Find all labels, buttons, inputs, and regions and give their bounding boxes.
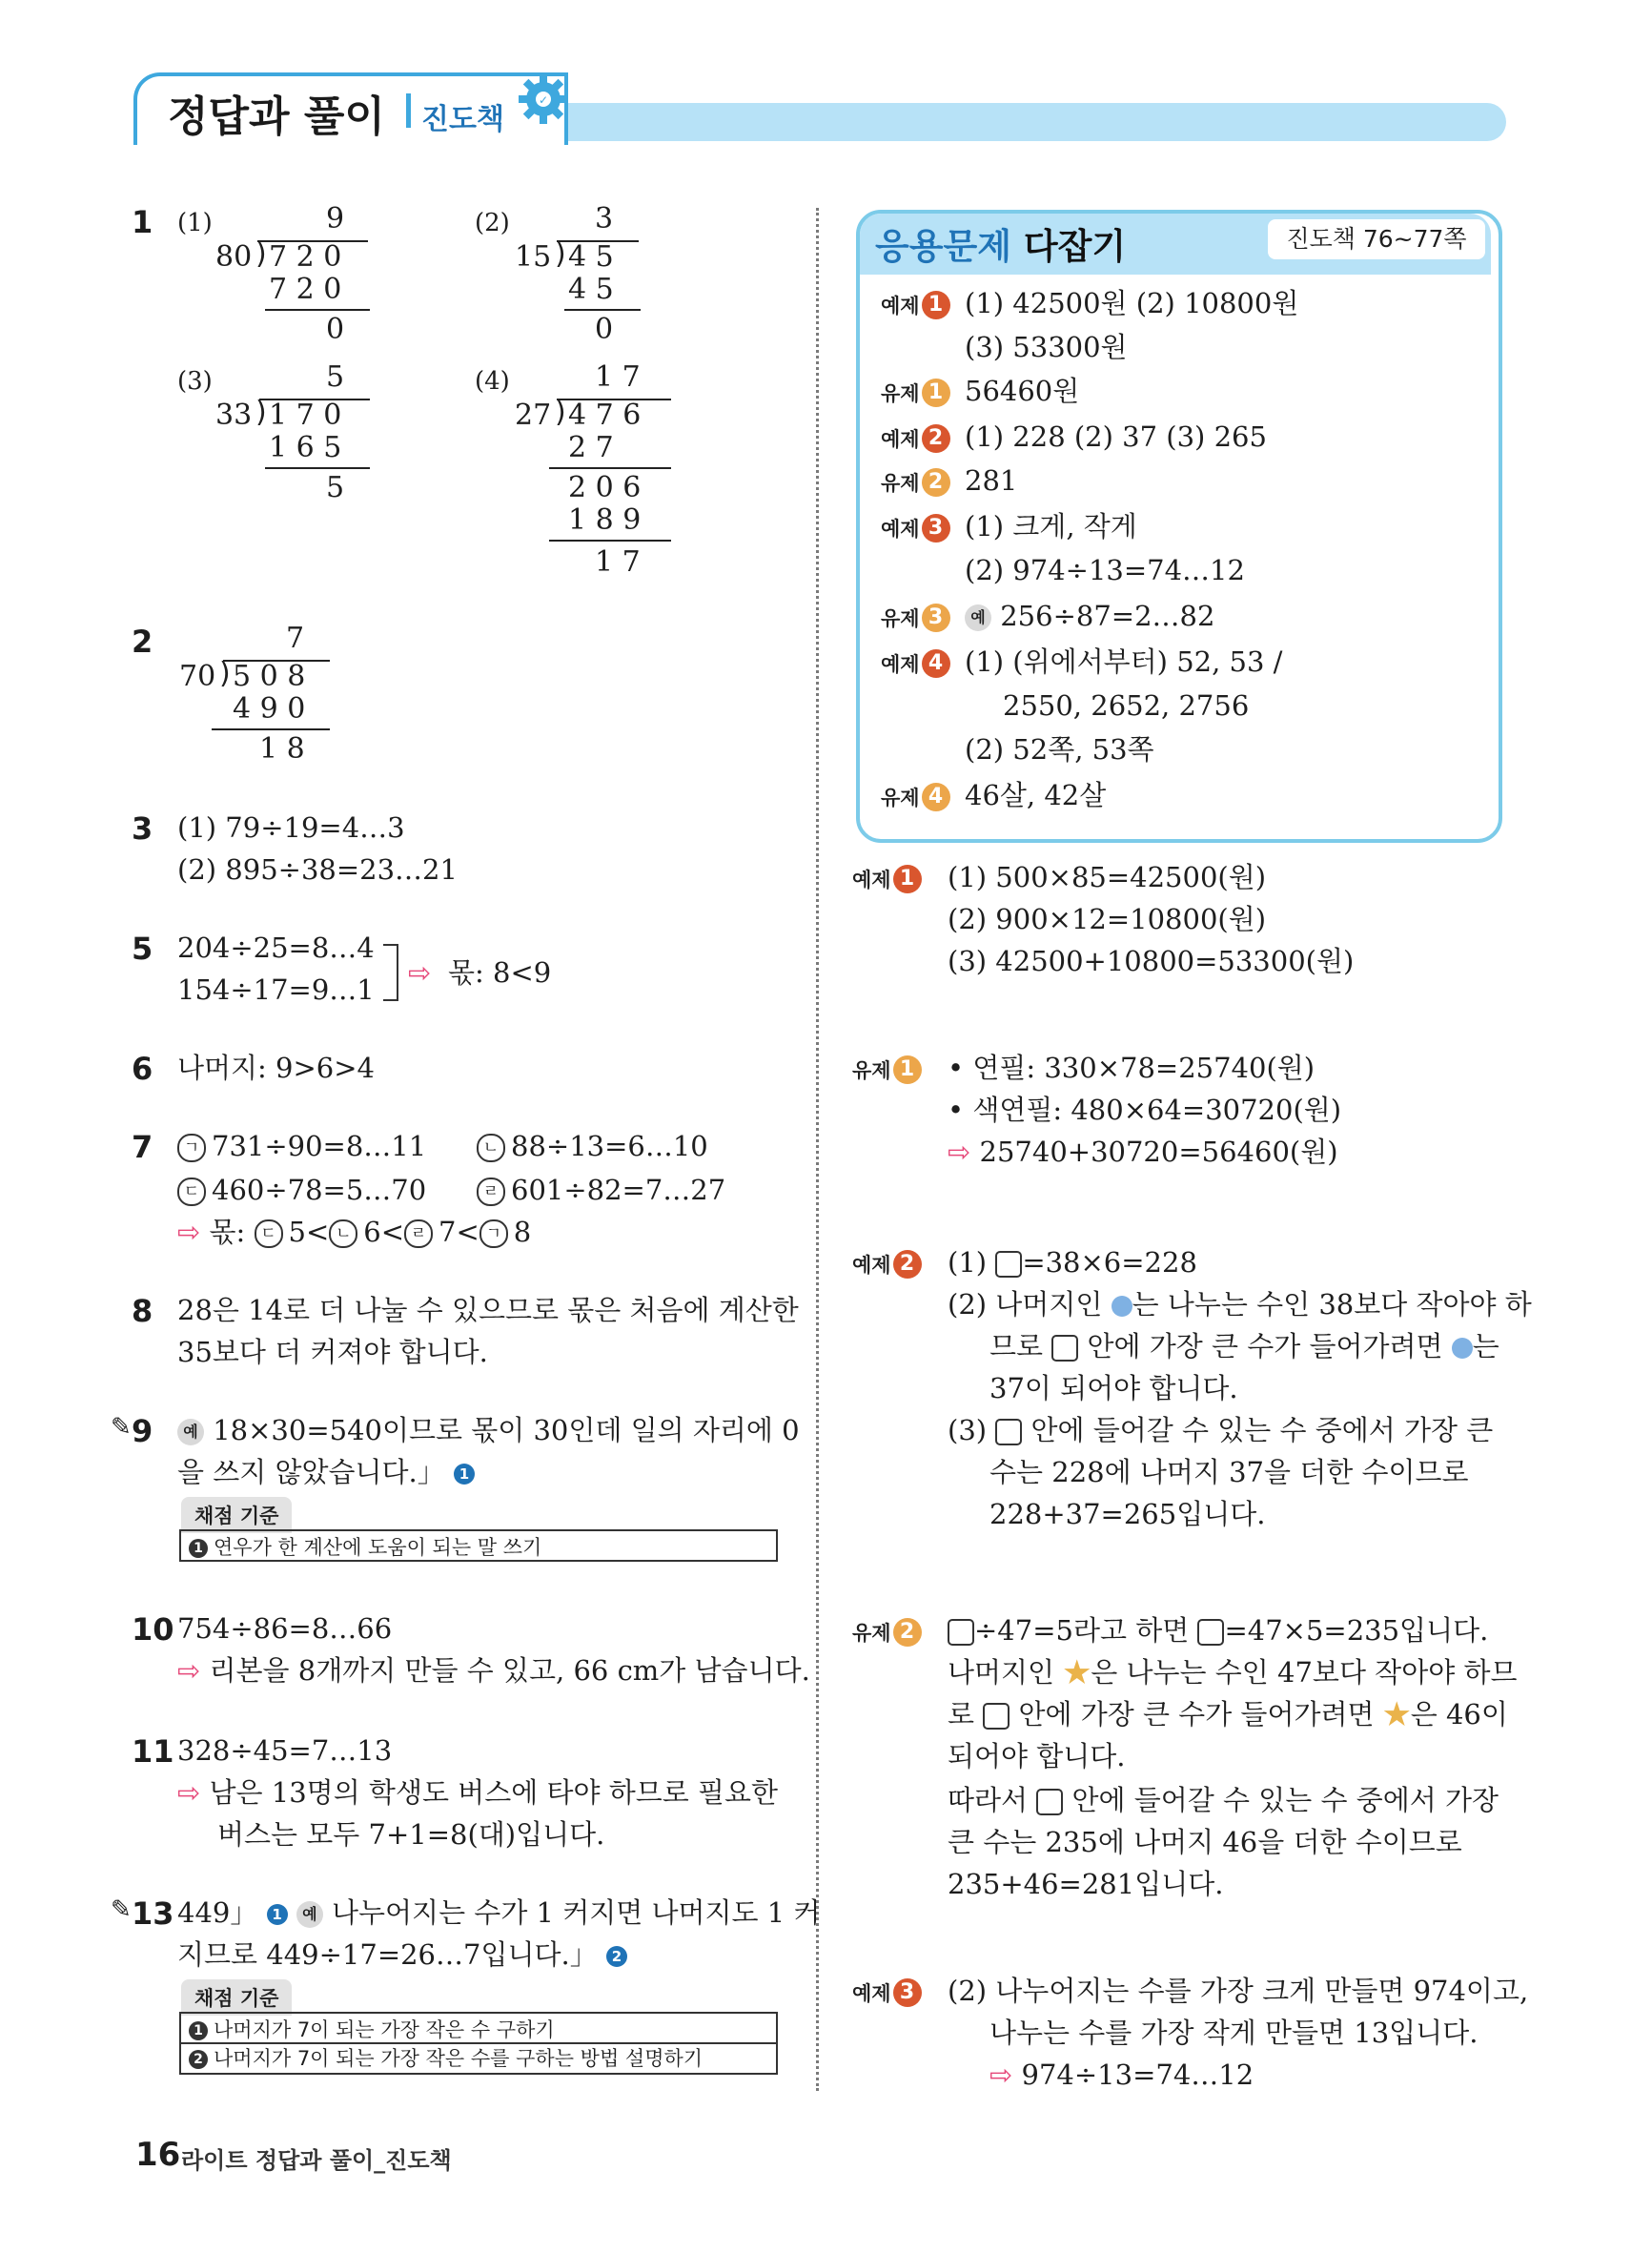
solution-text: 안에 들어갈 수 있는 수 중에서 가장 큰	[1030, 1414, 1494, 1446]
scoring-criterion	[179, 1529, 778, 1562]
circled-label: ㄱ	[177, 1134, 206, 1162]
blank-box-icon	[1036, 1789, 1063, 1815]
result-part: 6<	[363, 1216, 405, 1248]
solution-line: 나누는 수를 가장 작게 만들면 13입니다.	[989, 2017, 1479, 2049]
equation: 88÷13=6…10	[511, 1130, 708, 1162]
divisor: 33	[215, 399, 253, 432]
blank-box-icon	[1197, 1619, 1224, 1646]
divisor: 80	[215, 240, 253, 274]
bracket: )	[555, 396, 566, 429]
solution-label	[852, 1609, 922, 1654]
answer-line: 버스는 모두 7+1=8(대)입니다.	[217, 1818, 605, 1851]
answer-line	[177, 1649, 810, 1691]
summary-row	[881, 595, 950, 640]
problem-number: 11	[132, 1733, 174, 1770]
mark-badge: 1	[454, 1464, 475, 1485]
long-division-1-2	[515, 202, 667, 355]
solution-line: (2) 900×12=10800(원)	[948, 903, 1267, 935]
sub-label: (2)	[475, 209, 510, 237]
solution-text: (2) 나머지인	[948, 1288, 1103, 1321]
equation: 460÷78=5…70	[212, 1174, 427, 1206]
subtrahend: 4 5	[568, 273, 614, 306]
row-number: 4	[922, 649, 950, 678]
criterion-number: 2	[189, 2050, 208, 2069]
criterion-text: 나머지가 7이 되는 가장 작은 수를 구하는 방법 설명하기	[214, 2047, 704, 2070]
row-label: 유제	[852, 1059, 891, 1082]
partial: 2 0 6	[568, 471, 642, 504]
answer-text: 을 쓰지 않았습니다.」	[177, 1456, 445, 1488]
division-line	[265, 467, 370, 469]
solution-line: (1) 500×85=42500(원)	[948, 861, 1267, 893]
division-line	[549, 540, 671, 542]
problem-number: 13	[132, 1895, 174, 1932]
solution-line	[948, 1609, 1488, 1651]
solution-line: 228+37=265입니다.	[989, 1498, 1266, 1530]
svg-text:✓: ✓	[538, 93, 549, 107]
solution-text: 25740+30720=56460(원)	[979, 1136, 1338, 1168]
row-number: 1	[922, 291, 950, 319]
criterion-text: 나머지가 7이 되는 가장 작은 수 구하기	[214, 2018, 555, 2041]
summary-answer: 56460원	[965, 375, 1080, 407]
dividend: 4 7 6	[568, 399, 642, 432]
circle-symbol-icon	[1112, 1296, 1132, 1317]
summary-box-title	[875, 217, 1126, 269]
row-label: 유제	[881, 787, 920, 809]
row-number: 2	[893, 1618, 922, 1647]
division-line	[564, 309, 641, 311]
sub-label: (4)	[475, 367, 510, 396]
circled-label: ㄴ	[329, 1219, 357, 1248]
long-division-1-4	[515, 360, 686, 589]
answer-line	[177, 1169, 426, 1211]
arrow-icon: ⇨	[989, 2058, 1013, 2091]
answer-line: (2) 895÷38=23…21	[177, 853, 458, 886]
row-label: 유제	[881, 472, 920, 495]
solution-line	[989, 2054, 1254, 2096]
result-label: 몫:	[209, 1216, 246, 1248]
star-icon: ★	[1063, 1656, 1091, 1689]
title-part: 다잡기	[1023, 226, 1127, 267]
row-number: 1	[922, 379, 950, 407]
arrow-icon: ⇨	[177, 1654, 201, 1687]
solution-text: (3)	[948, 1414, 988, 1446]
dividend: 4 5	[568, 240, 614, 274]
circled-label: ㄷ	[177, 1178, 206, 1206]
remainder: 1 7	[595, 545, 641, 579]
summary-answer: 281	[965, 464, 1018, 497]
page-reference: 진도책 76~77쪽	[1268, 219, 1485, 259]
example-badge: 예	[177, 1419, 204, 1445]
solution-text: ÷47=5라고 하면	[974, 1614, 1190, 1647]
solution-line	[948, 1283, 1532, 1325]
answer-line: (1) 79÷19=4…3	[177, 811, 405, 844]
subtrahend: 2 7	[568, 431, 614, 464]
answer-text: 지므로 449÷17=26…7입니다.」	[177, 1938, 598, 1971]
row-number: 2	[922, 424, 950, 453]
solution-text: 은 나누는 수인 47보다 작아야 하므	[1091, 1656, 1518, 1689]
bracket: )	[255, 396, 267, 429]
remainder: 0	[326, 313, 345, 346]
result-part: 5<	[288, 1216, 330, 1248]
criterion-text: 연우가 한 계산에 도움이 되는 말 쓰기	[214, 1536, 542, 1559]
divisor: 70	[179, 660, 216, 693]
title-part: 응용문제	[875, 226, 1011, 267]
solution-text: 따라서	[948, 1784, 1029, 1816]
row-label: 유제	[881, 382, 920, 405]
solution-label	[852, 1970, 922, 2015]
summary-row	[881, 460, 950, 504]
row-number: 3	[922, 514, 950, 543]
division-line	[212, 728, 330, 730]
circle-symbol-icon	[1452, 1338, 1473, 1359]
answer-result: 몫: 8<9	[448, 956, 552, 989]
sub-label: (3)	[177, 367, 213, 396]
divisor: 27	[515, 399, 552, 432]
problem-number: 9	[132, 1413, 153, 1449]
column-divider	[816, 208, 819, 2091]
answer-line	[177, 1934, 627, 1976]
answer-line	[477, 1169, 725, 1211]
bracket: )	[255, 237, 267, 271]
row-label: 예제	[881, 518, 920, 541]
footer-text: 라이트 정답과 풀이_진도책	[181, 2147, 452, 2174]
solution-line: • 색연필: 480×64=30720(원)	[948, 1094, 1342, 1126]
page-title: 정답과 풀이	[168, 92, 385, 141]
solution-text: 974÷13=74…12	[1021, 2058, 1254, 2091]
solution-text: 므로	[989, 1330, 1044, 1362]
scoring-label: 채점 기준	[181, 1979, 292, 2016]
answer-line: 754÷86=8…66	[177, 1612, 393, 1645]
criterion-number: 1	[189, 2021, 208, 2040]
mark-badge: 1	[267, 1904, 288, 1925]
remainder: 5	[326, 471, 345, 504]
blank-box-icon	[995, 1419, 1022, 1445]
solution-text: =47×5=235입니다.	[1224, 1614, 1489, 1647]
result-part: 8	[513, 1216, 532, 1248]
solution-text: 는	[1472, 1330, 1499, 1362]
quotient: 3	[595, 202, 614, 236]
row-label: 예제	[881, 428, 920, 451]
quotient: 7	[286, 622, 305, 655]
answer-line	[177, 1409, 800, 1451]
blank-box-icon	[995, 1251, 1022, 1278]
scoring-criterion	[179, 2042, 778, 2075]
solution-text: 로	[948, 1698, 975, 1731]
solution-text: (1)	[948, 1246, 988, 1279]
solution-line: (2) 나누어지는 수를 가장 크게 만들면 974이고,	[948, 1975, 1529, 2007]
example-badge: 예	[965, 604, 991, 631]
gear-icon	[517, 72, 570, 126]
answer-line	[177, 1892, 820, 1934]
summary-row	[881, 416, 950, 461]
division-line	[265, 309, 370, 311]
result-part: 7<	[438, 1216, 479, 1248]
equation: 731÷90=8…11	[212, 1130, 427, 1162]
row-number: 4	[922, 783, 950, 811]
solution-label	[852, 1241, 922, 1286]
solution-line	[948, 1779, 1499, 1821]
long-division-1-3	[215, 360, 368, 513]
subtrahend: 7 2 0	[269, 273, 342, 306]
arrow-icon: ⇨	[408, 956, 432, 989]
solution-text: 은 46이	[1410, 1698, 1508, 1731]
row-number: 2	[893, 1250, 922, 1279]
problem-number: 10	[132, 1611, 174, 1648]
row-number: 1	[893, 1055, 922, 1084]
row-label: 예제	[852, 1254, 891, 1277]
answer-text: 나누어지는 수가 1 커지면 나머지도 1 커	[332, 1896, 821, 1929]
row-label: 예제	[852, 1982, 891, 2005]
answer-line	[177, 1451, 475, 1493]
mark-badge: 2	[606, 1946, 627, 1967]
solution-line	[948, 1131, 1338, 1173]
solution-line: 235+46=281입니다.	[948, 1868, 1224, 1900]
page-number: 16	[135, 2136, 181, 2174]
row-label: 예제	[881, 295, 920, 317]
answer-line	[477, 1125, 708, 1167]
summary-answer: (2) 52쪽, 53쪽	[965, 733, 1154, 766]
answer-text: 남은 13명의 학생도 버스에 타야 하므로 필요한	[209, 1776, 778, 1809]
answer-text: 256÷87=2…82	[1000, 600, 1215, 632]
star-icon: ★	[1382, 1698, 1411, 1731]
summary-answer: (3) 53300원	[965, 331, 1128, 363]
title-separator	[406, 93, 411, 128]
blank-box-icon	[948, 1619, 974, 1646]
answer-line: 35보다 더 커져야 합니다.	[177, 1336, 488, 1368]
quotient: 5	[326, 360, 345, 394]
solution-line	[989, 1325, 1499, 1367]
arrow-icon: ⇨	[177, 1216, 201, 1248]
summary-answer: (1) 228 (2) 37 (3) 265	[965, 420, 1267, 453]
answer-text: 리본을 8개까지 만들 수 있고, 66 cm가 남습니다.	[209, 1654, 810, 1687]
divisor: 15	[515, 240, 552, 274]
scoring-criterion	[179, 2012, 778, 2044]
page-subtitle: 진도책	[421, 103, 504, 136]
pencil-icon: ✎	[111, 1895, 132, 1924]
solution-line	[948, 1651, 1517, 1693]
subtrahend: 4 9 0	[233, 692, 306, 726]
row-number: 3	[893, 1978, 922, 2007]
solution-text: =38×6=228	[1022, 1246, 1197, 1279]
summary-row	[881, 505, 950, 550]
problem-number: 8	[132, 1293, 153, 1329]
answer-text: 18×30=540이므로 몫이 30인데 일의 자리에 0	[213, 1414, 800, 1446]
solution-label	[852, 856, 922, 901]
summary-answer: (1) 42500원 (2) 10800원	[965, 287, 1299, 319]
summary-answer	[965, 595, 1214, 637]
solution-text: 안에 들어갈 수 있는 수 중에서 가장	[1071, 1784, 1499, 1816]
summary-row	[881, 774, 950, 819]
long-division-1-1	[210, 202, 362, 355]
solution-text: 나머지인	[948, 1656, 1055, 1689]
problem-number: 3	[132, 810, 153, 847]
dividend: 1 7 0	[269, 399, 342, 432]
row-label: 유제	[881, 607, 920, 630]
dividend: 5 0 8	[233, 660, 306, 693]
arrow-icon: ⇨	[948, 1136, 971, 1168]
summary-row	[881, 370, 950, 415]
remainder: 0	[595, 313, 614, 346]
sub-label: (1)	[177, 209, 213, 237]
solution-text: 안에 가장 큰 수가 들어가려면	[1018, 1698, 1375, 1731]
bracket	[383, 944, 398, 1001]
solution-line: (3) 42500+10800=53300(원)	[948, 945, 1355, 977]
solution-line: 37이 되어야 합니다.	[989, 1372, 1238, 1404]
circled-label: ㄴ	[477, 1134, 505, 1162]
dividend: 7 2 0	[269, 240, 342, 274]
summary-answer: (2) 974÷13=74…12	[965, 554, 1245, 586]
long-division-2	[179, 622, 341, 774]
problem-number: 6	[132, 1051, 153, 1087]
summary-answer: 2550, 2652, 2756	[1003, 689, 1250, 722]
solution-line: 수는 228에 나머지 37을 더한 수이므로	[989, 1456, 1469, 1488]
answer-line: 204÷25=8…4	[177, 932, 375, 964]
solution-line	[948, 1241, 1197, 1283]
scoring-label: 채점 기준	[181, 1497, 292, 1533]
bracket: )	[219, 657, 231, 690]
circled-label: ㄹ	[404, 1219, 433, 1248]
row-label: 예제	[881, 653, 920, 676]
solution-line	[948, 1409, 1493, 1451]
solution-label	[852, 1047, 922, 1092]
circled-label: ㄹ	[477, 1178, 505, 1206]
solution-text: 는 나누는 수인 38보다 작아야 하	[1132, 1288, 1532, 1321]
criterion-number: 1	[189, 1539, 208, 1558]
circled-label: ㄷ	[255, 1219, 283, 1248]
answer-line: 154÷17=9…1	[177, 973, 375, 1006]
row-number: 2	[922, 468, 950, 497]
row-label: 예제	[852, 869, 891, 891]
problem-number: 5	[132, 931, 153, 967]
blank-box-icon	[1051, 1335, 1078, 1362]
summary-row	[881, 641, 950, 686]
summary-answer: (1) (위에서부터) 52, 53 /	[965, 645, 1283, 678]
subtrahend: 1 8 9	[568, 503, 642, 537]
example-badge: 예	[296, 1901, 323, 1928]
solution-text: 안에 가장 큰 수가 들어가려면	[1087, 1330, 1443, 1362]
solution-line: 큰 수는 235에 나머지 46을 더한 수이므로	[948, 1826, 1462, 1858]
equation: 601÷82=7…27	[511, 1174, 726, 1206]
row-number: 1	[893, 865, 922, 893]
answer-line: 328÷45=7…13	[177, 1734, 393, 1767]
remainder: 1 8	[259, 732, 305, 766]
answer-line: 나머지: 9>6>4	[177, 1052, 375, 1084]
blank-box-icon	[983, 1703, 1010, 1730]
row-label: 유제	[852, 1622, 891, 1645]
problem-number: 2	[132, 624, 153, 660]
bracket: )	[555, 237, 566, 271]
answer-line	[177, 1772, 778, 1813]
answer-line	[177, 1125, 426, 1167]
circled-label: ㄱ	[479, 1219, 508, 1248]
solution-line: 되어야 합니다.	[948, 1740, 1126, 1772]
solution-line	[948, 1693, 1508, 1735]
division-line	[549, 467, 671, 469]
answer-line: 28은 14로 더 나눌 수 있으므로 몫은 처음에 계산한	[177, 1294, 799, 1326]
problem-number: 7	[132, 1129, 153, 1165]
pencil-icon: ✎	[111, 1413, 132, 1442]
summary-answer: 46살, 42살	[965, 779, 1107, 811]
subtrahend: 1 6 5	[269, 431, 342, 464]
row-number: 3	[922, 604, 950, 632]
problem-number: 1	[132, 204, 153, 240]
arrow-icon: ⇨	[177, 1776, 201, 1809]
summary-answer: (1) 크게, 작게	[965, 510, 1137, 543]
quotient: 9	[326, 202, 345, 236]
summary-row	[881, 282, 950, 327]
solution-line: • 연필: 330×78=25740(원)	[948, 1052, 1315, 1084]
quotient: 1 7	[595, 360, 641, 394]
answer-result	[177, 1211, 531, 1253]
answer-text: 449」	[177, 1896, 258, 1929]
